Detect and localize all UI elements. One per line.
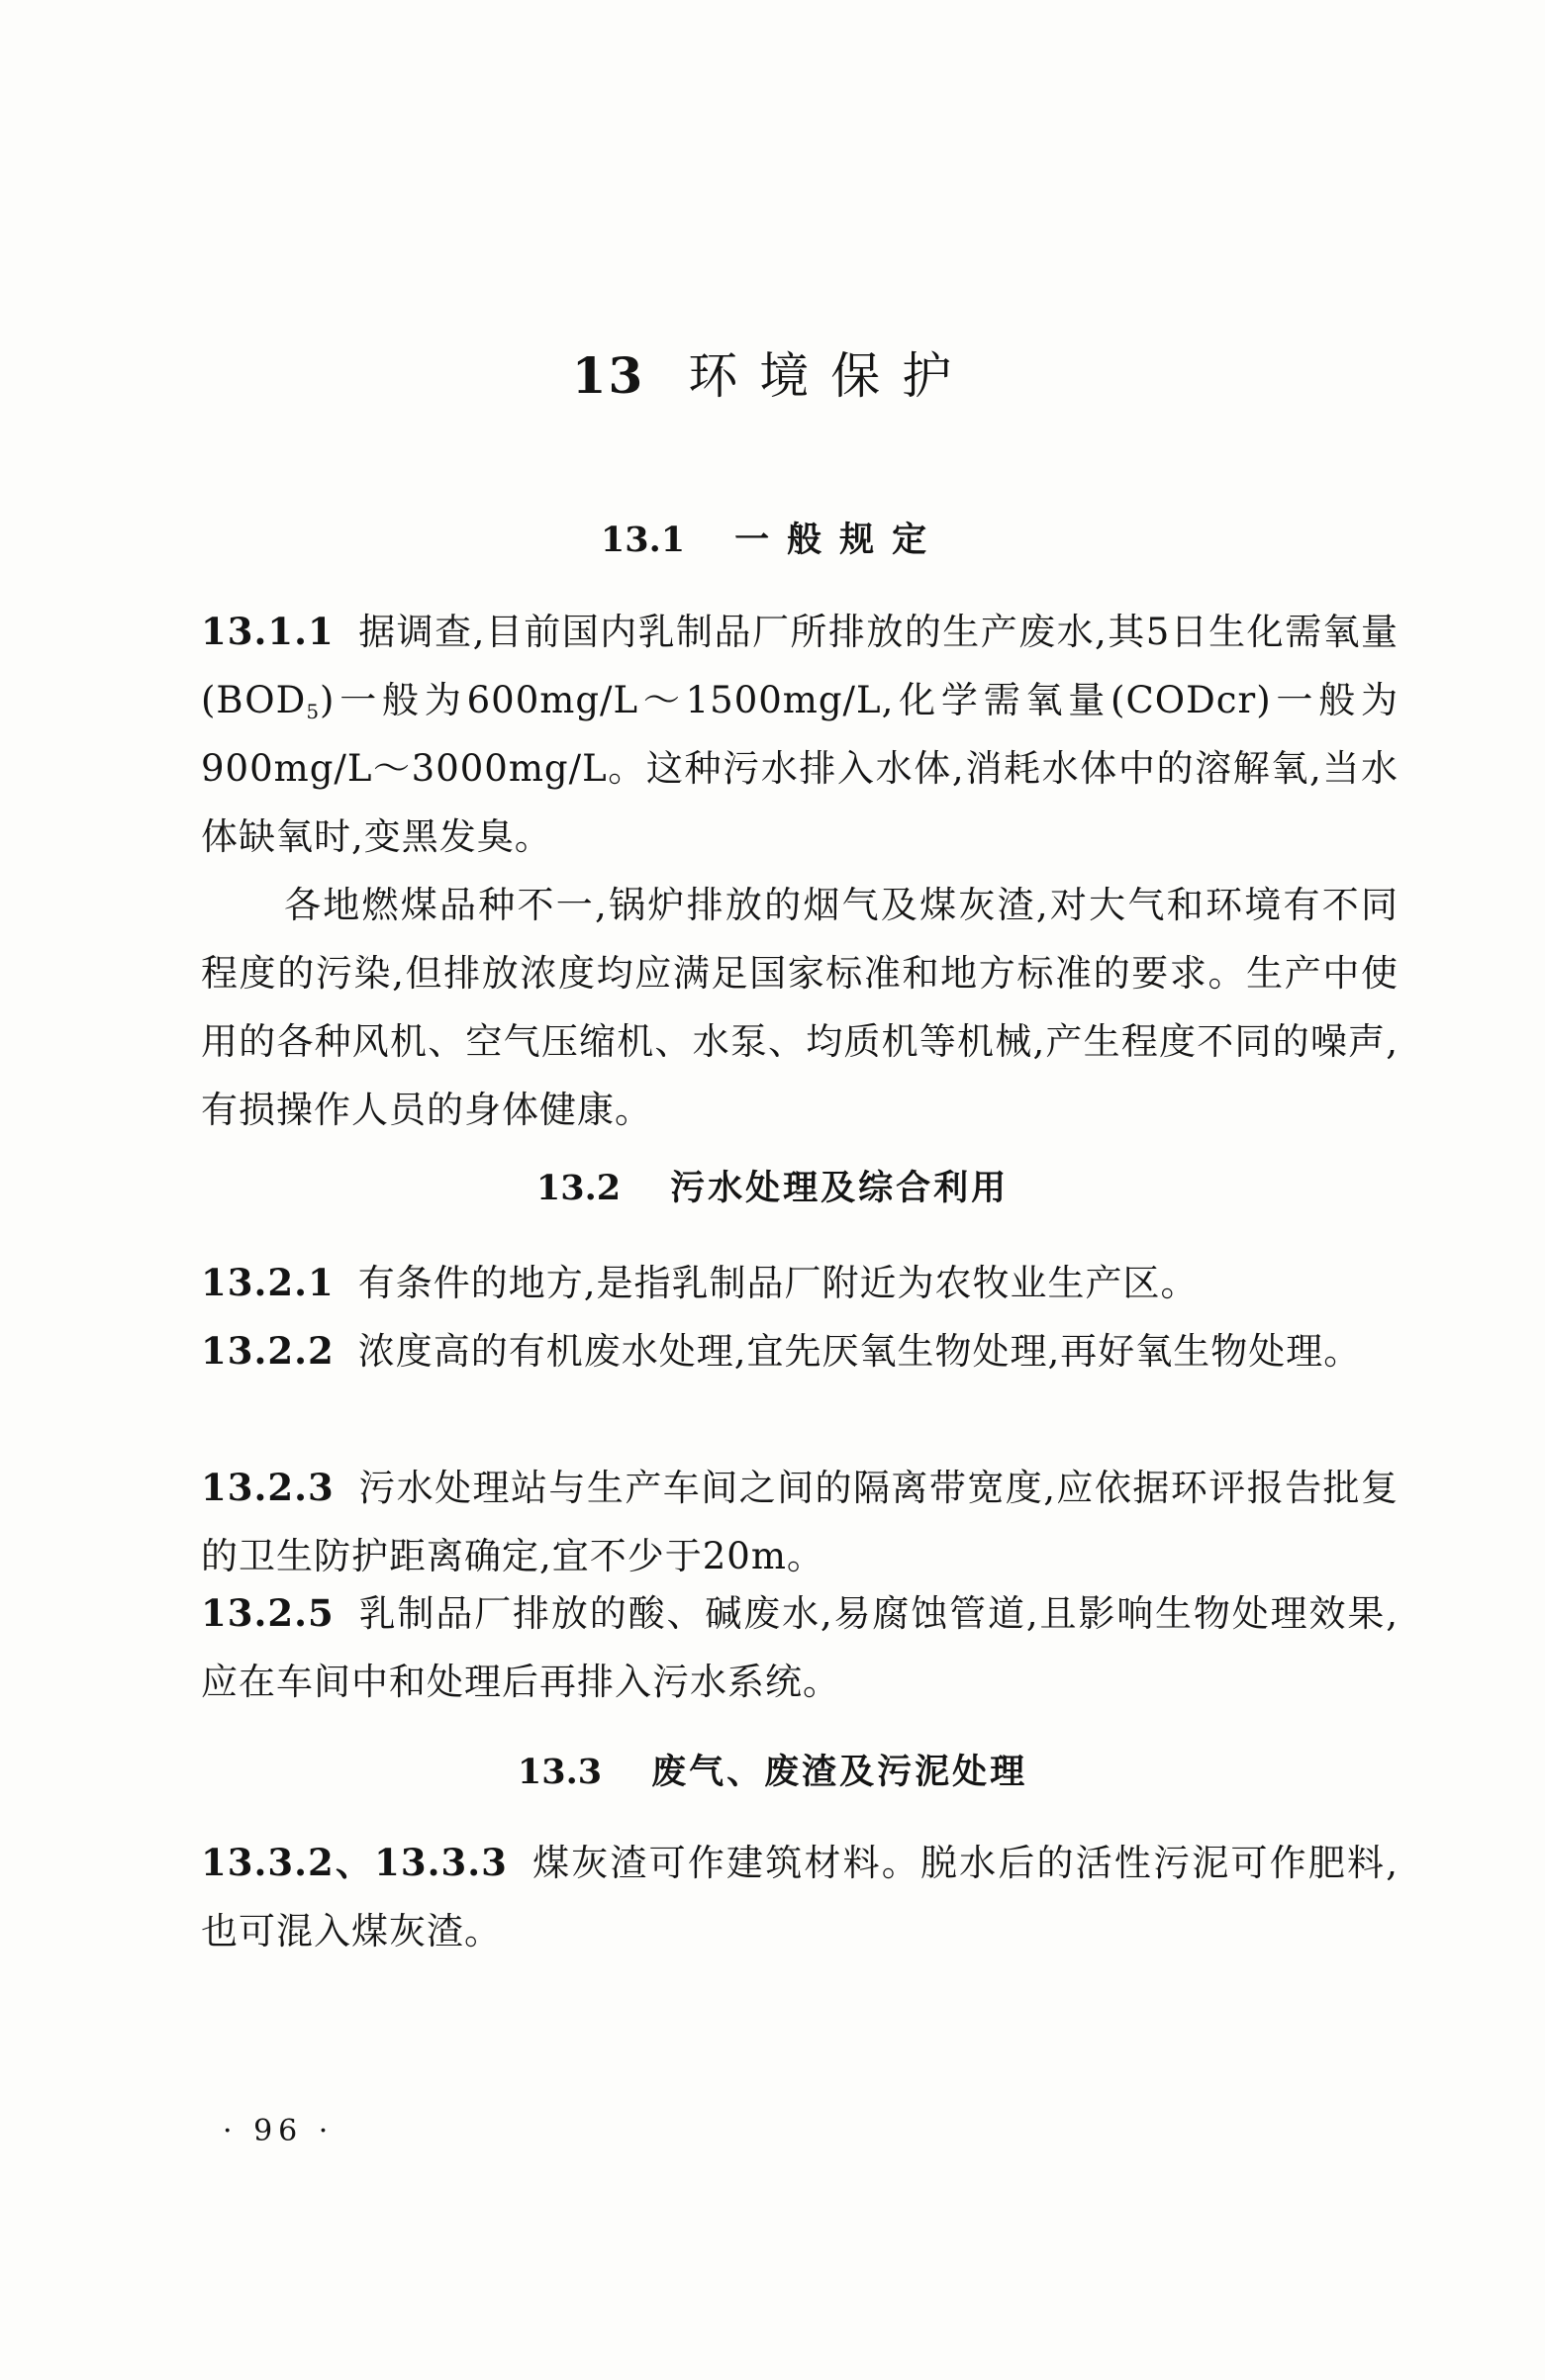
section-title-13-2 <box>0 1161 1545 1210</box>
clause-number: 13.1.1 <box>201 610 335 653</box>
clause-13-3-2-13-3-3 <box>201 1829 1399 1965</box>
clause-text: 有条件的地方,是指乳制品厂附近为农牧业生产区。 <box>357 1262 1199 1304</box>
clause-number: 13.3.2、13.3.3 <box>201 1841 508 1884</box>
clause-number: 13.2.1 <box>201 1261 335 1304</box>
clause-13-2-2 <box>201 1317 1399 1385</box>
subscript: 5 <box>306 700 321 723</box>
clause-text: 浓度高的有机废水处理,宜先厌氧生物处理,再好氧生物处理。 <box>357 1330 1362 1373</box>
chapter-title <box>0 336 1545 408</box>
section-title-text: 一般规定 <box>734 521 945 560</box>
clause-text: 据调查,目前国内乳制品厂所排放的生产废水,其5日生化需氧量(BOD <box>201 611 1399 721</box>
page-number: · 96 · <box>223 2114 335 2148</box>
section-title-text: 废气、废渣及污泥处理 <box>651 1753 1028 1792</box>
section-number: 13.2 <box>535 1168 622 1208</box>
chapter-title-text: 环境保护 <box>688 347 974 405</box>
section-number: 13.1 <box>600 520 686 560</box>
clause-text: 乳制品厂排放的酸、碱废水,易腐蚀管道,且影响生物处理效果,应在车间中和处理后再排入污水系统。 <box>201 1592 1399 1703</box>
clause-13-2-1 <box>201 1249 1399 1317</box>
section-title-13-3 <box>0 1745 1545 1794</box>
clause-text: 污水处理站与生产车间之间的隔离带宽度,应依据环评报告批复的卫生防护距离确定,宜不少于20m。 <box>201 1467 1399 1577</box>
clause-text: 各地燃煤品种不一,锅炉排放的烟气及煤灰渣,对大气和环境有不同程度的污染,但排放浓度均应满足国家标准和地方标准的要求。生产中使用的各种风机、空气压缩机、水泵、均质机等机械,产生程度不同的噪声,有损操作人员的身体健康。 <box>201 884 1399 1131</box>
clause-13-1-1 <box>201 598 1399 871</box>
clause-13-1-1-paragraph-2 <box>201 871 1399 1144</box>
clause-number: 13.2.3 <box>201 1466 335 1509</box>
clause-13-2-5 <box>201 1579 1399 1716</box>
clause-text-cont: )一般为600mg/L～1500mg/L,化学需氧量(CODcr)一般为900mg/L～3000mg/L。这种污水排入水体,消耗水体中的溶解氧,当水体缺氧时,变黑发臭。 <box>201 679 1399 858</box>
section-title-text: 污水处理及综合利用 <box>670 1169 1010 1208</box>
clause-number: 13.2.5 <box>201 1591 335 1635</box>
chapter-number: 13 <box>571 346 645 405</box>
clause-13-2-3 <box>201 1454 1399 1590</box>
clause-text: 煤灰渣可作建筑材料。脱水后的活性污泥可作肥料,也可混入煤灰渣。 <box>201 1842 1400 1952</box>
clause-number: 13.2.2 <box>201 1329 335 1373</box>
section-title-13-1 <box>0 513 1545 562</box>
section-number: 13.3 <box>517 1752 603 1792</box>
